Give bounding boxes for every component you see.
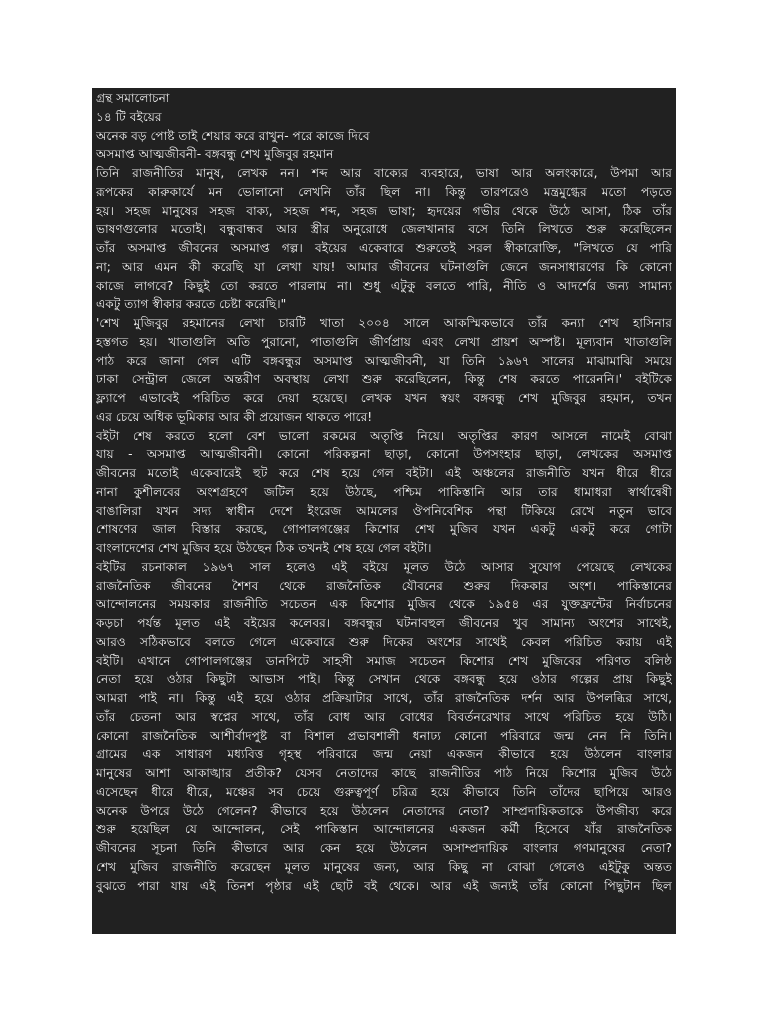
body-line: আমরা পাই না। কিন্তু এই হয়ে ওঠার প্রক্রিয়াটার সাথে, তাঁর রাজনৈতিক দর্শন আর উপলব্ধির সাথে, xyxy=(96,691,672,705)
body-line: বইটি। এখানে গোপালগঞ্জের ডানপিটে সাহসী সমাজ সচেতন কিশোর শেখ মুজিবের পরিণত বলিষ্ঠ xyxy=(96,653,672,668)
body-line: অনেক উপরে উঠে গেলেন? কীভাবে হয়ে উঠলেন নেতাদের নেতা? সাম্প্রদায়িকতাকে উপজীব্য করে xyxy=(96,803,672,818)
document-title: গ্রন্থ সমালোচনা xyxy=(96,91,170,105)
body-line: বাংলাদেশের শেখ মুজিব হয়ে উঠছেন ঠিক তখনই শেষ হয়ে গেল বইটা। xyxy=(96,541,432,555)
book-heading: অসমাপ্ত আত্মজীবনী- বঙ্গবন্ধু শেখ মুজিবুর রহমান xyxy=(96,147,334,162)
body-line: এর চেয়ে অধিক ভূমিকার আর কী প্রয়োজন থাকতে পারে! xyxy=(96,409,373,424)
document-subtitle: ১৪ টি বইয়ের xyxy=(96,109,162,124)
body-line: শেখ মুজিব রাজনীতি করেছেন মূলত মানুষের জন্য, আর কিছু না বোঝা গেলেও এইটুকু অন্তত xyxy=(96,859,672,874)
document-page xyxy=(92,88,676,934)
body-line: তিনি রাজনীতির মানুষ, লেখক নন। শব্দ আর বাক্যের ব্যবহারে, ভাষা আর অলংকারে, উপমা আর xyxy=(96,166,672,180)
body-line: আন্দোলনের সময়কার রাজনীতি সচেতন এক কিশোর মুজিব থেকে ১৯৫৪ এর যুক্তফ্রন্টের নির্বাচনের xyxy=(96,597,672,612)
body-line: হয়। সহজ মানুষের সহজ বাক্য, সহজ শব্দ, সহজ ভাষা; হৃদয়ের গভীর থেকে উঠে আসা, ঠিক তাঁর xyxy=(96,203,672,218)
body-line: তাঁর অসমাপ্ত জীবনের অসমাপ্ত গল্প। বইয়ের একেবারে শুরুতেই সরল স্বীকারোক্তি, "লিখতে যে পারি xyxy=(96,241,672,255)
body-line: রাজনৈতিক জীবনের শৈশব থেকে রাজনৈতিক যৌবনের শুরুর দিককার অংশ। পাকিস্তানের xyxy=(96,578,672,593)
body-line: যায় - অসমাপ্ত আত্মজীবনী। কোনো পরিকল্পনা ছাড়া, কোনো উপসংহার ছাড়া, লেখকের অসমাপ্ত xyxy=(96,447,672,462)
body-line: বইটা শেষ করতে হলো বেশ ভালো রকমের অতৃপ্তি নিয়ে। অতৃপ্তির কারণ আসলে নামেই বোঝা xyxy=(96,428,672,443)
body-line: হস্তগত হয়। খাতাগুলি অতি পুরানো, পাতাগুলি জীর্ণপ্রায় এবং লেখা প্রায়শ অস্পষ্ট। মূল্যবান খাতাগুলি xyxy=(96,334,672,349)
body-line: মানুষের আশা আকাঙ্খার প্রতীক? যেসব নেতাদের কাছে রাজনীতির পাঠ নিয়ে কিশোর মুজিব উঠে xyxy=(96,766,672,780)
body-line: তাঁর চেতনা আর স্বপ্নের সাথে, তাঁর বোধ আর বোধের বিবর্তনরেখার সাথে পরিচিত হয়ে উঠি। xyxy=(96,709,672,724)
share-note: অনেক বড় পোষ্ট তাই শেয়ার করে রাখুন- পরে কাজে দিবে xyxy=(96,128,370,143)
body-line: রূপকের কারুকার্যে মন ভোলানো লেখনি তাঁর ছিল না। কিন্তু তারপরেও মন্ত্রমুগ্ধের মতো পড়তে xyxy=(96,184,672,199)
body-line: নেতা হয়ে ওঠার কিছুটা আভাস পাই। কিন্তু সেখান থেকে বঙ্গবন্ধু হয়ে ওঠার গল্পের প্রায় কিছুই xyxy=(96,672,672,687)
body-line: জীবনের সূচনা তিনি কীভাবে আর কেন হয়ে উঠলেন অসাম্প্রদায়িক বাংলার গণমানুষের নেতা? xyxy=(96,841,672,855)
body-line: ভাষণগুলোর মতোই। বন্ধুবান্ধব আর স্ত্রীর অনুরোধে জেলখানার বসে তিনি লিখতে শুরু করেছিলেন xyxy=(96,222,672,237)
body-line: শোষণের জাল বিস্তার করছে, গোপালগঞ্জের কিশোর শেখ মুজিব যখন একটু একটু করে গোটা xyxy=(96,522,672,537)
body-line: নানা কুশীলবের অংশগ্রহণে জটিল হয়ে উঠছে, পশ্চিম পাকিস্তানি আর তার ধামাধরা স্বার্থান্বেষী xyxy=(96,484,672,499)
body-line: ফ্ল্যাপে এভাবেই পরিচিত করে দেয়া হয়েছে। লেখক যখন স্বয়ং বঙ্গবন্ধু শেখ মুজিবুর রহমান, তখন xyxy=(96,391,672,405)
body-line: এসেছেন ধীরে ধীরে, মঞ্চের সব চেয়ে গুরুত্বপূর্ণ চরিত্র হয়ে কীভাবে তিনি তাঁদের ছাপিয়ে আরও xyxy=(96,784,672,799)
body-line: বাঙালিরা যখন সদ্য স্বাধীন দেশে ইংরেজ আমলের ঔপনিবেশিক পন্থা টিকিয়ে রেখে নতুন ভাবে xyxy=(96,503,672,518)
body-line: বইটির রচনাকাল ১৯৬৭ সাল হলেও এই বইয়ে মূলত উঠে আসার সুযোগ পেয়েছে লেখকের xyxy=(96,559,672,574)
body-line: আরও সঠিকভাবে বলতে গেলে একেবারে শুরু দিকের অংশের সাথেই কেবল পরিচিত করায় এই xyxy=(96,634,672,649)
body-line: 'শেখ মুজিবুর রহমানের লেখা চারটি খাতা ২০০৪ সালে আকস্মিকভাবে তাঁর কন্যা শেখ হাসিনার xyxy=(96,316,672,330)
review-body xyxy=(96,164,672,895)
body-line: ঢাকা সেন্ট্রাল জেলে অন্তরীণ অবস্থায় লেখা শুরু করেছিলেন, কিন্তু শেষ করতে পারেননি।' বইটিকে xyxy=(96,372,672,387)
body-line: জীবনের মতোই একেবারেই হুট করে শেষ হয়ে গেল বইটা। এই অঞ্চলের রাজনীতি যখন ধীরে ধীরে xyxy=(96,466,672,480)
body-line: বুঝতে পারা যায় এই তিনশ পৃষ্ঠার এই ছোট বই থেকে। আর এই জন্যই তাঁর কোনো পিছুটান ছিল xyxy=(96,878,672,893)
body-line: কড়চা পর্যন্ত মূলত এই বইয়ের কলেবর। বঙ্গবন্ধুর ঘটনাবহুল জীবনের খুব সামান্য অংশের সাথেই, xyxy=(96,616,672,630)
body-line: পাঠ করে জানা গেল এটি বঙ্গবন্ধুর অসমাপ্ত আত্মজীবনী, যা তিনি ১৯৬৭ সালের মাঝামাঝি সময়ে xyxy=(96,353,672,368)
body-line: শুরু হয়েছিল যে আন্দোলন, সেই পাকিস্তান আন্দোলনের একজন কর্মী হিসেবে যাঁর রাজনৈতিক xyxy=(96,822,672,837)
body-line: গ্রামের এক সাধারণ মধ্যবিত্ত গৃহস্থ পরিবারে জন্ম নেয়া একজন কীভাবে হয়ে উঠলেন বাংলার xyxy=(96,747,672,762)
body-line: না; আর এমন কী করেছি যা লেখা যায়! আমার জীবনের ঘটনাগুলি জেনে জনসাধারণের কি কোনো xyxy=(96,259,672,274)
body-line: কাজে লাগবে? কিছুই তো করতে পারলাম না। শুধু এটুকু বলতে পারি, নীতি ও আদর্শের জন্য সামান্য xyxy=(96,278,672,293)
body-line: কোনো রাজনৈতিক আশীর্বাদপুষ্ট বা বিশাল প্রভাবশালী ধনাঢ্য কোনো পরিবারে জন্ম নেন নি তিনি। xyxy=(96,728,672,743)
body-line: একটু ত্যাগ স্বীকার করতে চেষ্টা করেছি।" xyxy=(96,297,287,312)
